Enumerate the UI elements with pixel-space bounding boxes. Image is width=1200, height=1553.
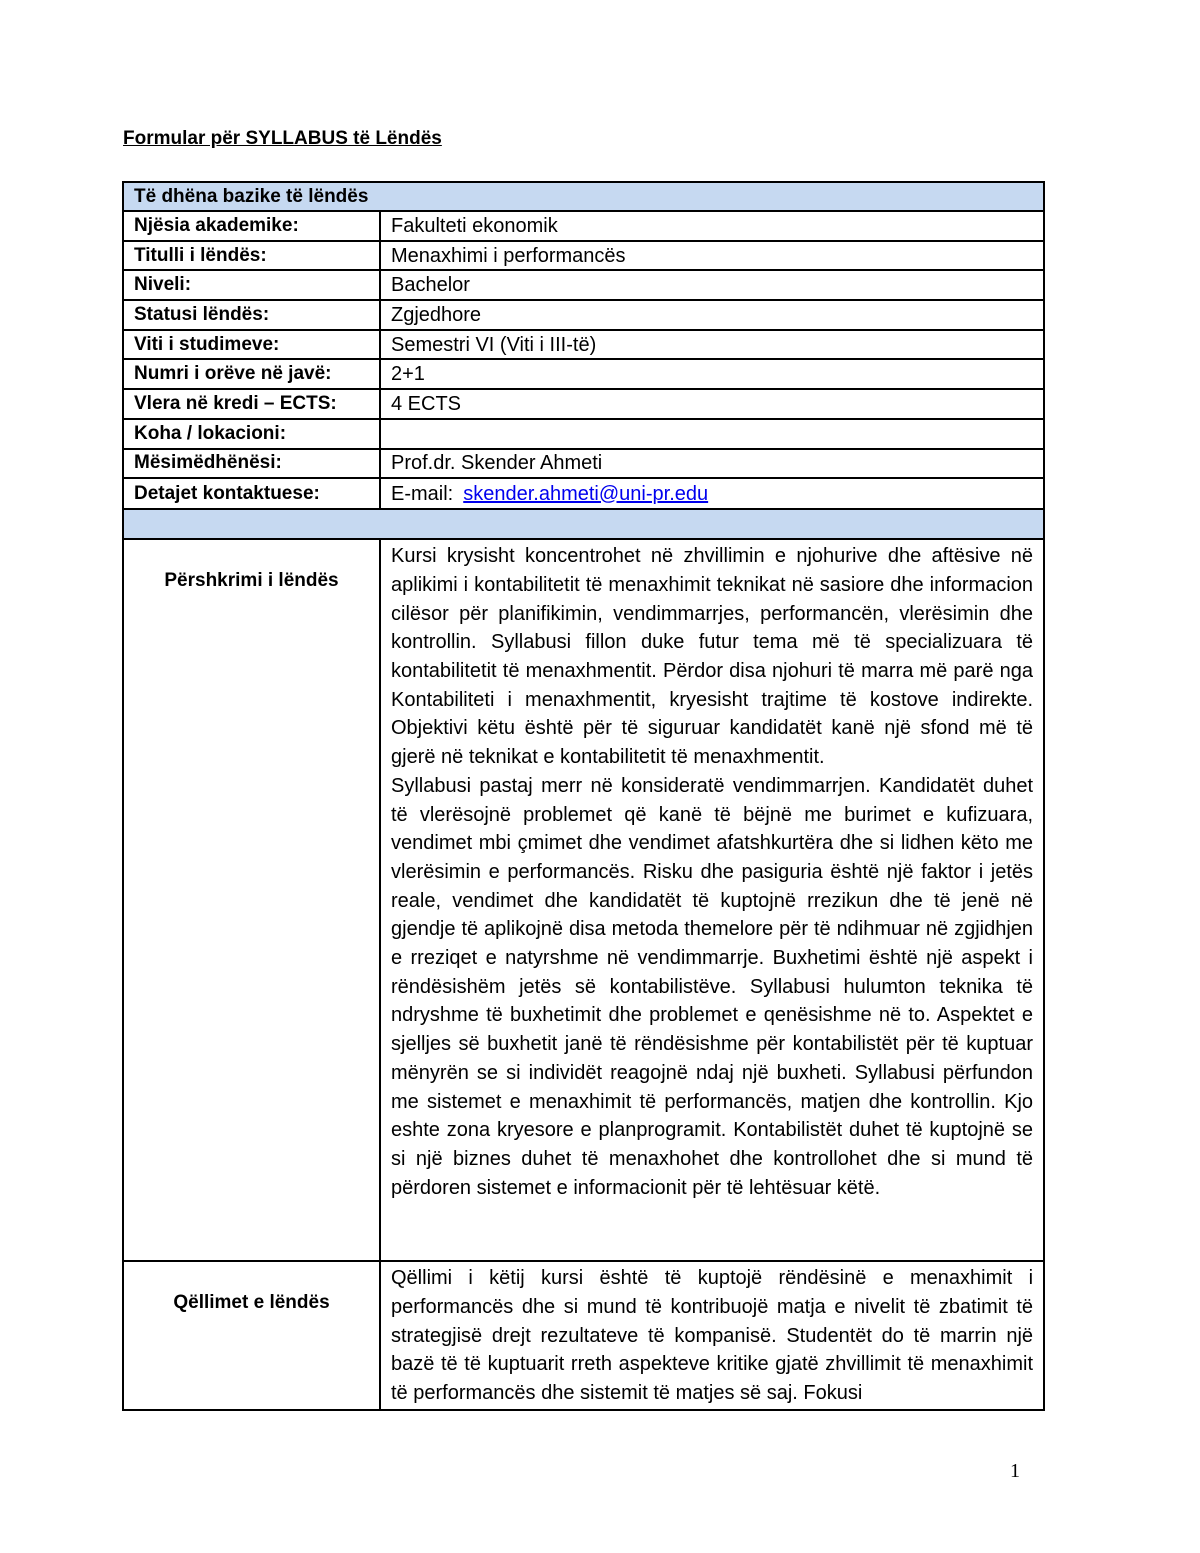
row-label: Mësimëdhënësi:: [123, 449, 380, 479]
goals-row: [123, 1261, 1044, 1410]
row-value: Bachelor: [380, 270, 1044, 300]
row-label: Vlera në kredi – ECTS:: [123, 389, 380, 419]
row-value: Prof.dr. Skender Ahmeti: [380, 449, 1044, 479]
table-header-row: [123, 182, 1044, 211]
description-paragraph: Kursi krysisht koncentrohet në zhvillimin e njohurive dhe aftësive në aplikimi i kontabilitetit të menaxhimit teknikat në sasiore dhe informacion cilësor për planifikimin, vendimmarrjes, performancën, vlerësimin dhe kontrollin. Syllabusi fillon duke futur tema më të specializuara të kontabilitetit të menaxhmentit. Përdor disa njohuri të marra më parë nga Kontabiliteti i menaxhmentit, kryesisht trajtime të kostove indirekte. Objektivi këtu është për të siguruar kandidatët kanë një sfond më të gjerë në teknikat e kontabilitetit të menaxhmentit.: [391, 545, 1034, 769]
row-label: Koha / lokacioni:: [123, 419, 380, 449]
row-value: Menaxhimi i performancës: [380, 241, 1044, 271]
row-value: Fakulteti ekonomik: [380, 211, 1044, 241]
row-label: Statusi lëndës:: [123, 300, 380, 330]
syllabus-table: [122, 181, 1045, 1411]
description-label: Përshkrimi i lëndës: [123, 539, 380, 1261]
row-label: Njësia akademike:: [123, 211, 380, 241]
table-row: [123, 241, 1044, 271]
row-value: [380, 419, 1044, 449]
contact-value: [380, 478, 1044, 509]
table-row: [123, 300, 1044, 330]
description-text: [380, 539, 1044, 1261]
table-row: [123, 419, 1044, 449]
row-value: Zgjedhore: [380, 300, 1044, 330]
row-label: Numri i orëve në javë:: [123, 359, 380, 389]
contact-label: Detajet kontaktuese:: [123, 478, 380, 509]
table-row: [123, 449, 1044, 479]
table-row: [123, 359, 1044, 389]
page-number: 1: [1010, 1460, 1020, 1482]
row-value: Semestri VI (Viti i III-të): [380, 330, 1044, 360]
row-label: Viti i studimeve:: [123, 330, 380, 360]
email-prefix: E-mail:: [391, 482, 454, 505]
goals-text: Qëllimi i këtij kursi është të kuptojë rëndësinë e menaxhimit i performancës dhe si mund të kontribuojë matja e nivelit të zbatimit të strategjisë drejt rezultateve të kompanisë. Studentët do të marrin një bazë të të kuptuarit rreth aspekteve kritike gjatë zhvillimit të menaxhimit të performancës dhe sistemit të matjes së saj. Fokusi: [391, 1267, 1034, 1404]
row-label: Titulli i lëndës:: [123, 241, 380, 271]
description-row: [123, 539, 1044, 1261]
row-value: 2+1: [380, 359, 1044, 389]
table-row: [123, 270, 1044, 300]
description-paragraph: Syllabusi pastaj merr në konsideratë vendimmarrjen. Kandidatët duhet të vlerësojnë problemet që kanë të bëjnë me burimet e kufizuara, vendimet mbi çmimet dhe vendimet afatshkurtëra dhe si lidhen këto me vlerësimin e performancës. Risku dhe pasiguria është një faktor i jetës reale, vendimet dhe kandidatët të kuptojnë rrezikun dhe të jenë në gjendje të aplikojnë disa metoda themelore për të ndihmuar në zgjidhjen e rreziqet e natyrshme në vendimmarrje. Buxhetimi është një aspekt i rëndësishëm jetës së kontabilistëve. Syllabusi hulumton teknika të ndryshme të buxhetimit dhe problemet e qenësishme në to. Aspektet e sjelljes së buxhetit janë të rëndësishme për kontabilistët për të kuptuar mënyrën se si individët reagojnë ndaj një buxheti. Syllabusi përfundon me sistemet e menaxhimit të performancës, matjen dhe kontrollin. Kjo eshte zona kryesore e planprogramit. Kontabilistët duhet të kuptojnë se si një biznes duhet të menaxhohet dhe kontrollohet dhe si mund të përdoren sistemet e informacionit për të lehtësuar këtë.: [391, 774, 1034, 1199]
table-row: [123, 330, 1044, 360]
table-header: Të dhëna bazike të lëndës: [123, 182, 1044, 211]
email-link[interactable]: skender.ahmeti@uni-pr.edu: [463, 482, 709, 505]
document-title: Formular për SYLLABUS të Lëndës: [123, 128, 442, 149]
goals-cell: [380, 1261, 1044, 1410]
table-row: [123, 211, 1044, 241]
blank-separator: [123, 509, 1044, 539]
goals-label: Qëllimet e lëndës: [123, 1261, 380, 1410]
contact-row: [123, 478, 1044, 509]
row-value: 4 ECTS: [380, 389, 1044, 419]
blank-separator-row: [123, 509, 1044, 539]
table-row: [123, 389, 1044, 419]
row-label: Niveli:: [123, 270, 380, 300]
